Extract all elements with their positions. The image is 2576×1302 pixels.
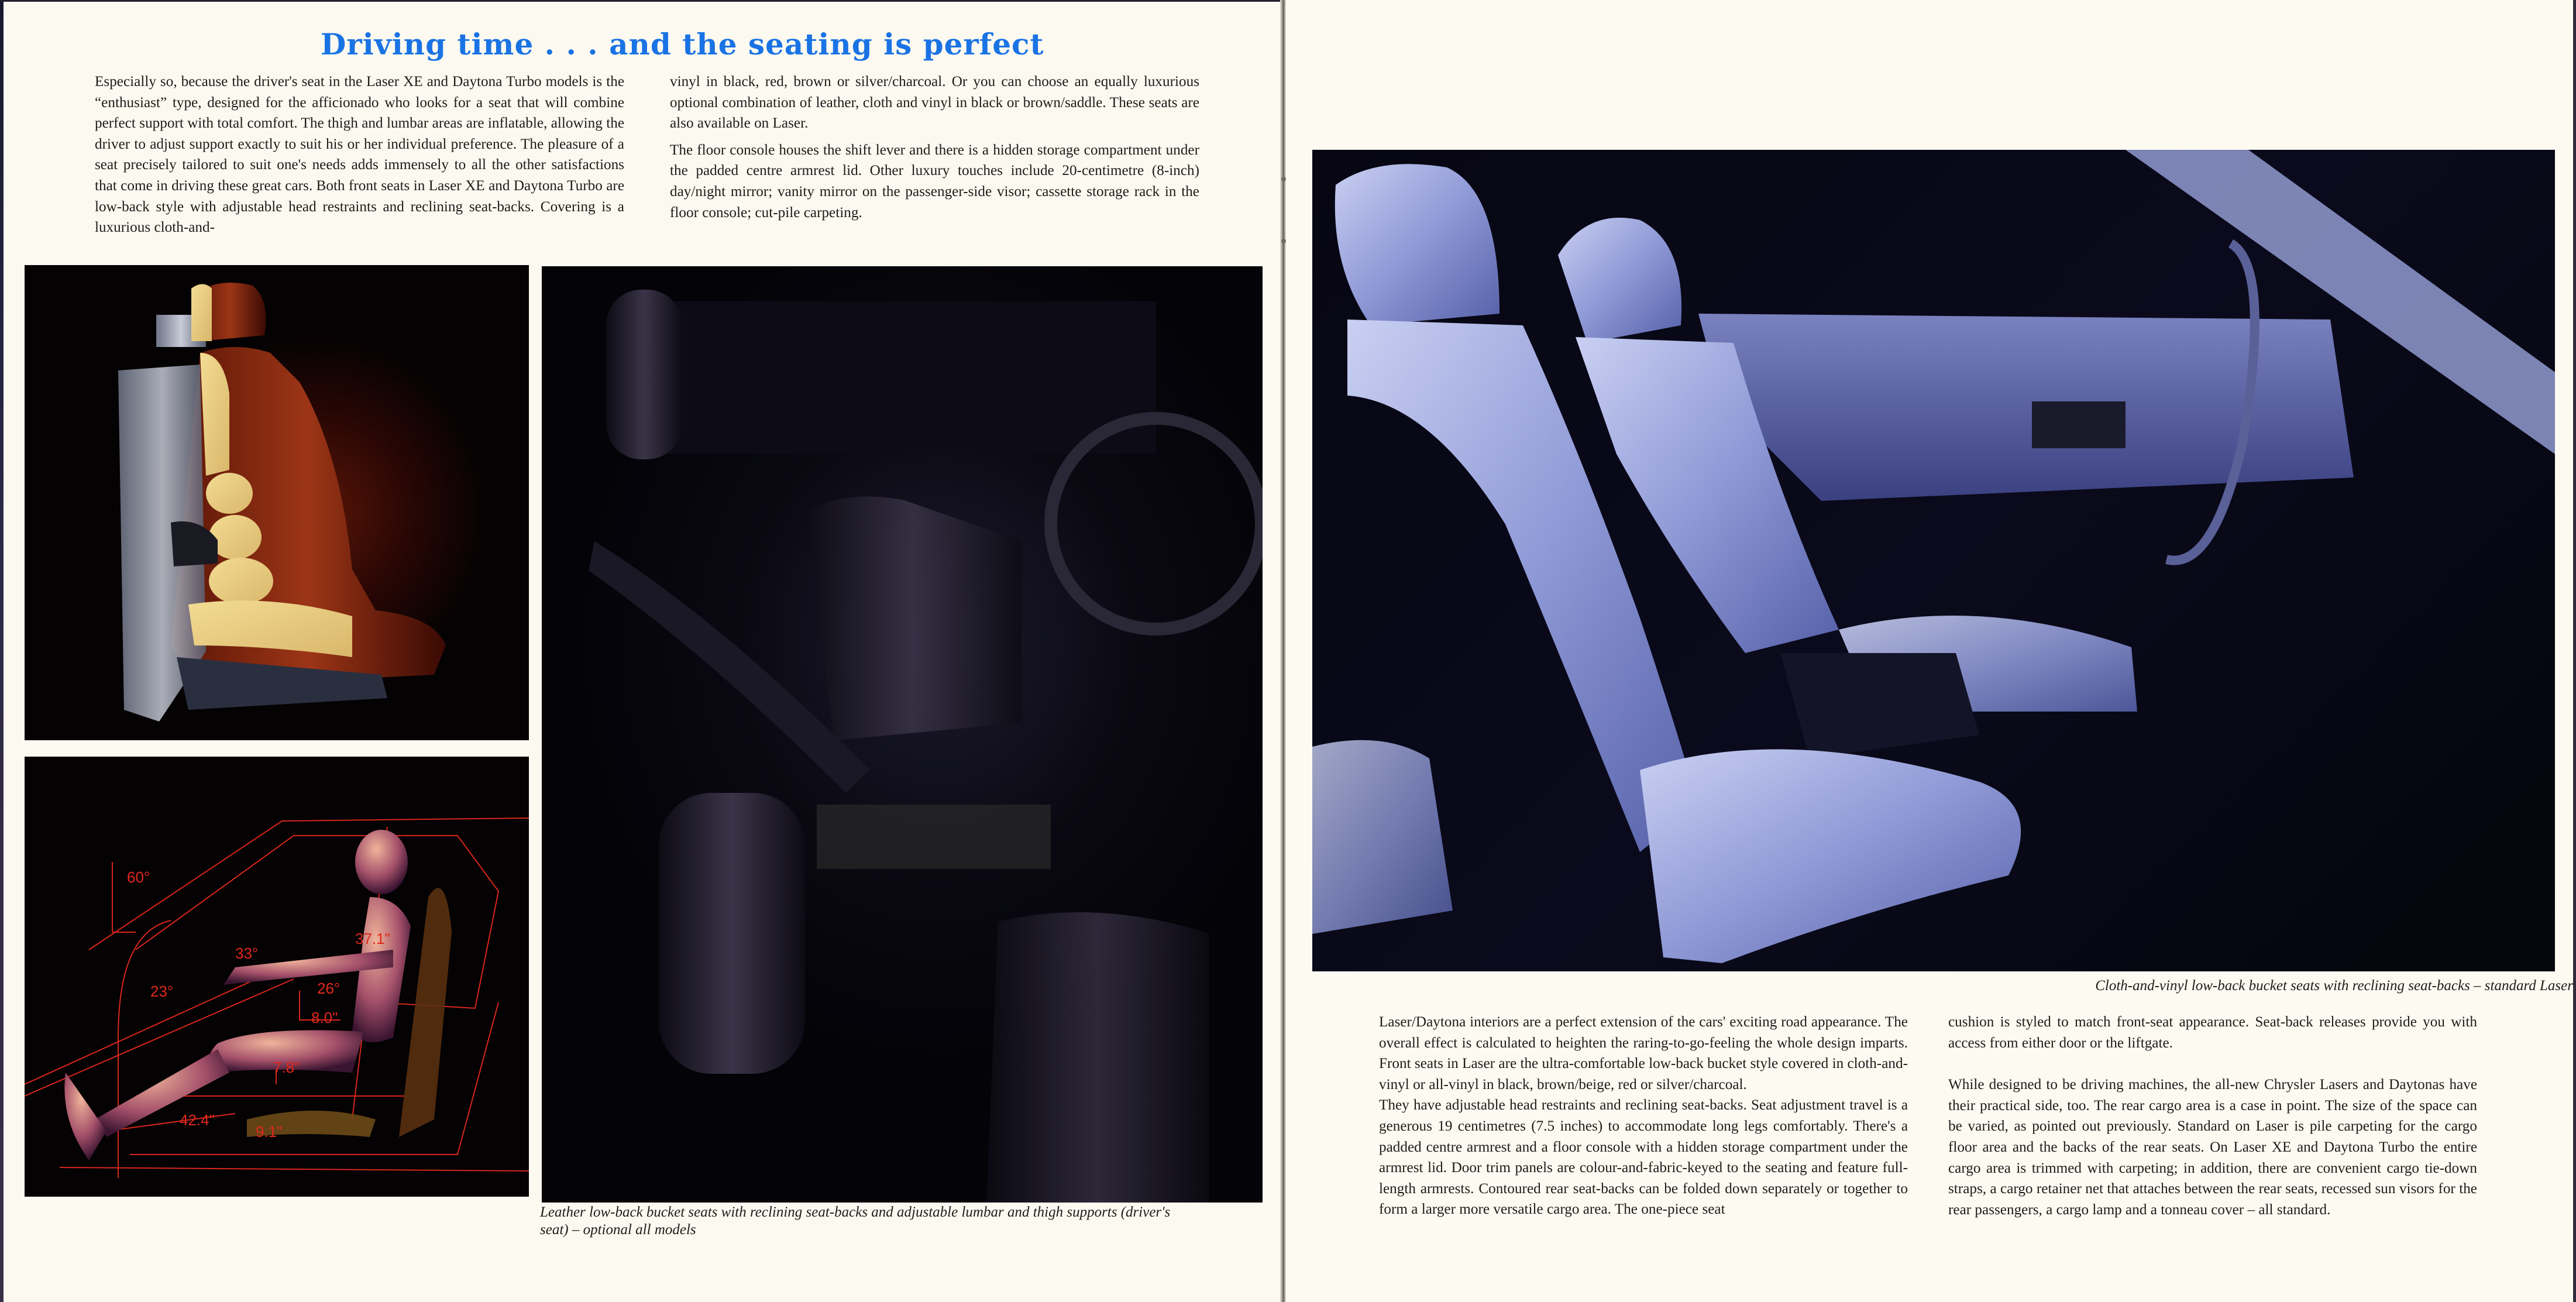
dimension-label: 23°	[150, 982, 174, 1000]
body-paragraph: cushion is styled to match front-seat appearance. Seat-back releases provide you with access from either door or the liftgate.	[1948, 1014, 2477, 1051]
dimension-label: 37.1"	[355, 930, 390, 947]
page-edge-top	[0, 0, 1282, 2]
staple	[1281, 177, 1286, 181]
dimension-label: 9.1"	[256, 1123, 283, 1140]
body-column-1	[95, 71, 624, 238]
cloth-seats-drawing	[1312, 150, 2555, 971]
dimension-label: 8.0"	[311, 1009, 338, 1026]
body-paragraph: Laser/Daytona interiors are a perfect extension of the cars' exciting road appearance. The overall effect is calculated to heighten the raring-to-go-feeling the whole design imparts. Front seats in Laser are the ultra-comfortable low-back bucket style covered in cloth-and-vinyl or all-vinyl in black, brown/beige, red or silver/charcoal.	[1379, 1014, 1908, 1093]
dimension-label: 7.8"	[273, 1059, 300, 1076]
dimension-label: 26°	[317, 980, 341, 997]
staple	[1281, 239, 1286, 243]
body-column-2	[670, 71, 1199, 223]
body-paragraph: While designed to be driving machines, the all-new Chrysler Lasers and Daytonas have their practical side, too. The rear cargo area is a case in point. The size of the space can be varied, as pointed out previously. Standard on Laser is pile carpeting for the cargo floor area and the backs of the rear seats. On Laser XE and Daytona Turbo the entire cargo area is trimmed with carpeting; in addition, there are convenient cargo tie-down straps, a cargo retainer net that attaches between the rear seats, recessed sun visors for the rear passengers, a cargo lamp and a tonneau cover – all standard.	[1948, 1077, 2477, 1218]
cloth-interior-photo	[1312, 150, 2555, 971]
body-paragraph: vinyl in black, red, brown or silver/charcoal. Or you can choose an equally luxurious optional combination of leather, cloth and vinyl in black or brown/saddle. These seats are also available on Laser.	[670, 74, 1199, 132]
dimension-label: 42.4"	[180, 1111, 215, 1129]
seat-cutaway-illustration	[25, 265, 529, 740]
page-headline: Driving time . . . and the seating is perfect	[321, 27, 1044, 61]
body-paragraph: They have adjustable head restraints and reclining seat-backs. Seat adjustment travel is a generous 19 centimetres (7.5 inches) to accommodate long legs comfortably. There's a padded centre armrest and a floor console with a hidden storage compartment under the armrest lid. Door trim panels are colour-and-fabric-keyed to the seating and feature full-length armrests. Contoured rear seat-backs can be folded down separately or together to form a larger more versatile cargo area. The one-piece seat	[1379, 1097, 1908, 1218]
dimension-label: 60°	[127, 868, 150, 886]
page-edge-right	[2573, 0, 2576, 1302]
dimension-label: 33°	[235, 944, 259, 962]
cloth-seats-caption: Cloth-and-vinyl low-back bucket seats with reclining seat-backs – standard Laser	[2095, 978, 2573, 994]
leather-seats-caption: Leather low-back bucket seats with reclining seat-backs and adjustable lumbar and thigh supports (driver's seat) – optional all models	[540, 1204, 1171, 1238]
body-column-3	[1379, 1012, 1908, 1220]
page-edge-left	[0, 0, 4, 1302]
leather-interior-photo	[542, 266, 1263, 1203]
ergonomics-drawing	[25, 757, 529, 1197]
brochure-spine	[1280, 0, 1286, 1302]
seat-cutaway-drawing	[25, 265, 529, 740]
body-paragraph: The floor console houses the shift lever and there is a hidden storage compartment under the padded centre armrest lid. Other luxury touches include 20-centimetre (8-inch) day/night mirror; vanity mirror on the passenger-side visor; cassette storage rack in the floor console; cut-pile carpeting.	[670, 142, 1199, 221]
body-column-4	[1948, 1012, 2477, 1220]
driver-ergonomics-diagram	[25, 757, 529, 1197]
leather-seats-drawing	[542, 266, 1263, 1203]
body-paragraph: Especially so, because the driver's seat in the Laser XE and Daytona Turbo models is the “enthusiast” type, designed for the afficionado who looks for a seat that will combine perfect support with total comfort. The thigh and lumbar areas are inflatable, allowing the driver to adjust support exactly to suit his or her individual preference. The pleasure of a seat precisely tailored to suit one's needs adds immensely to all the other satisfactions that come in driving these great cars. Both front seats in Laser XE and Daytona Turbo are low-back style with adjustable head restraints and reclining seat-backs. Covering is a luxurious cloth-and-	[95, 74, 624, 236]
